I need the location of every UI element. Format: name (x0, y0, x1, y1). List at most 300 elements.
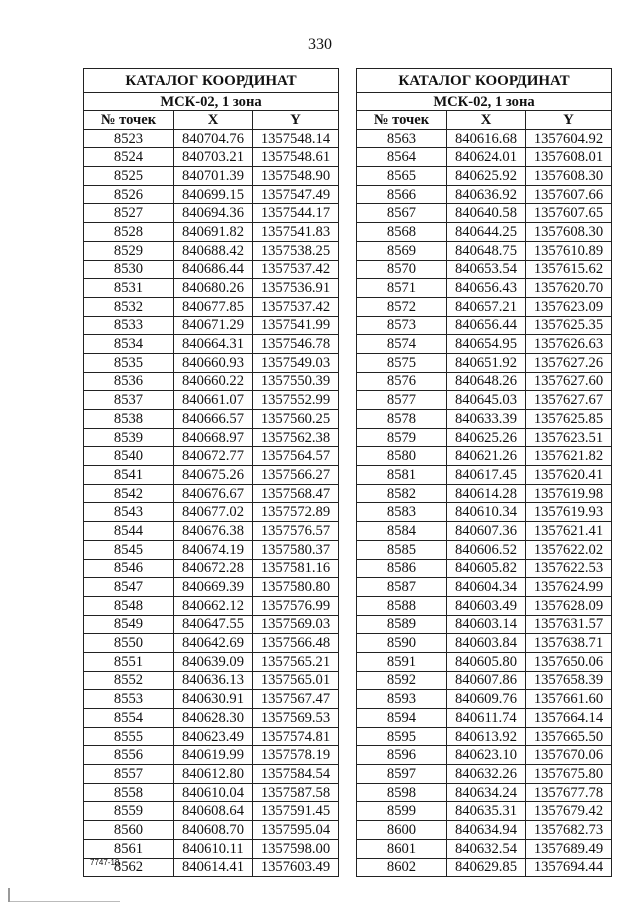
header-point-number: № точек (357, 111, 447, 130)
point-number-cell: 8546 (84, 559, 174, 578)
y-coordinate-cell: 1357638.71 (526, 634, 612, 653)
y-coordinate-cell: 1357549.03 (253, 353, 339, 372)
header-point-number: № точек (84, 111, 174, 130)
x-coordinate-cell: 840603.14 (447, 615, 526, 634)
y-coordinate-cell: 1357627.26 (526, 353, 612, 372)
point-number-cell: 8536 (84, 372, 174, 391)
y-coordinate-cell: 1357626.63 (526, 335, 612, 354)
table-row (84, 372, 339, 391)
table-row (84, 223, 339, 242)
y-coordinate-cell: 1357628.09 (526, 596, 612, 615)
table-row (357, 204, 612, 223)
point-number-cell: 8575 (357, 353, 447, 372)
y-coordinate-cell: 1357538.25 (253, 241, 339, 260)
y-coordinate-cell: 1357569.53 (253, 709, 339, 728)
y-coordinate-cell: 1357546.78 (253, 335, 339, 354)
table-row (84, 447, 339, 466)
catalog-subtitle: МСК-02, 1 зона (357, 93, 612, 111)
x-coordinate-cell: 840611.74 (447, 709, 526, 728)
table-row (357, 484, 612, 503)
x-coordinate-cell: 840694.36 (174, 204, 253, 223)
table-row (357, 765, 612, 784)
x-coordinate-cell: 840676.38 (174, 522, 253, 541)
x-coordinate-cell: 840680.26 (174, 279, 253, 298)
y-coordinate-cell: 1357650.06 (526, 652, 612, 671)
y-coordinate-cell: 1357682.73 (526, 821, 612, 840)
table-row (84, 353, 339, 372)
x-coordinate-cell: 840624.01 (447, 148, 526, 167)
catalog-title: КАТАЛОГ КООРДИНАТ (357, 69, 612, 93)
point-number-cell: 8571 (357, 279, 447, 298)
y-coordinate-cell: 1357587.58 (253, 783, 339, 802)
table-row (357, 783, 612, 802)
x-coordinate-cell: 840605.80 (447, 652, 526, 671)
point-number-cell: 8537 (84, 391, 174, 410)
x-coordinate-cell: 840676.67 (174, 484, 253, 503)
x-coordinate-cell: 840657.21 (447, 297, 526, 316)
x-coordinate-cell: 840662.12 (174, 596, 253, 615)
point-number-cell: 8566 (357, 185, 447, 204)
x-coordinate-cell: 840674.19 (174, 540, 253, 559)
y-coordinate-cell: 1357620.41 (526, 466, 612, 485)
table-row (357, 279, 612, 298)
point-number-cell: 8551 (84, 652, 174, 671)
x-coordinate-cell: 840608.64 (174, 802, 253, 821)
y-coordinate-cell: 1357610.89 (526, 241, 612, 260)
coordinate-catalog-right (356, 68, 612, 877)
table-row (84, 821, 339, 840)
point-number-cell: 8525 (84, 167, 174, 186)
x-coordinate-cell: 840604.34 (447, 578, 526, 597)
y-coordinate-cell: 1357622.02 (526, 540, 612, 559)
table-row (84, 615, 339, 634)
table-row (84, 522, 339, 541)
y-coordinate-cell: 1357541.99 (253, 316, 339, 335)
table-row (357, 559, 612, 578)
point-number-cell: 8590 (357, 634, 447, 653)
x-coordinate-cell: 840660.93 (174, 353, 253, 372)
point-number-cell: 8591 (357, 652, 447, 671)
table-row (84, 783, 339, 802)
x-coordinate-cell: 840642.69 (174, 634, 253, 653)
point-number-cell: 8532 (84, 297, 174, 316)
table-row (357, 391, 612, 410)
x-coordinate-cell: 840688.42 (174, 241, 253, 260)
table-row (357, 634, 612, 653)
table-row (357, 503, 612, 522)
table-row (357, 615, 612, 634)
y-coordinate-cell: 1357694.44 (526, 858, 612, 877)
x-coordinate-cell: 840648.26 (447, 372, 526, 391)
table-row (84, 503, 339, 522)
y-coordinate-cell: 1357631.57 (526, 615, 612, 634)
y-coordinate-cell: 1357620.70 (526, 279, 612, 298)
point-number-cell: 8549 (84, 615, 174, 634)
point-number-cell: 8587 (357, 578, 447, 597)
x-coordinate-cell: 840704.76 (174, 129, 253, 148)
table-row (357, 821, 612, 840)
table-row (357, 316, 612, 335)
x-coordinate-cell: 840619.99 (174, 746, 253, 765)
table-row (84, 484, 339, 503)
x-coordinate-cell: 840664.31 (174, 335, 253, 354)
point-number-cell: 8561 (84, 839, 174, 858)
y-coordinate-cell: 1357568.47 (253, 484, 339, 503)
point-number-cell: 8594 (357, 709, 447, 728)
y-coordinate-cell: 1357581.16 (253, 559, 339, 578)
y-coordinate-cell: 1357537.42 (253, 260, 339, 279)
x-coordinate-cell: 840607.86 (447, 671, 526, 690)
x-coordinate-cell: 840691.82 (174, 223, 253, 242)
point-number-cell: 8542 (84, 484, 174, 503)
table-row (357, 690, 612, 709)
point-number-cell: 8539 (84, 428, 174, 447)
point-number-cell: 8573 (357, 316, 447, 335)
y-coordinate-cell: 1357623.51 (526, 428, 612, 447)
point-number-cell: 8577 (357, 391, 447, 410)
point-number-cell: 8589 (357, 615, 447, 634)
table-row (357, 428, 612, 447)
point-number-cell: 8533 (84, 316, 174, 335)
table-row (84, 466, 339, 485)
y-coordinate-cell: 1357569.03 (253, 615, 339, 634)
y-coordinate-cell: 1357621.41 (526, 522, 612, 541)
y-coordinate-cell: 1357625.85 (526, 410, 612, 429)
x-coordinate-cell: 840610.34 (447, 503, 526, 522)
x-coordinate-cell: 840661.07 (174, 391, 253, 410)
x-coordinate-cell: 840635.31 (447, 802, 526, 821)
table-row (357, 540, 612, 559)
x-coordinate-cell: 840607.36 (447, 522, 526, 541)
point-number-cell: 8593 (357, 690, 447, 709)
y-coordinate-cell: 1357608.30 (526, 223, 612, 242)
scan-edge-mark (8, 888, 10, 902)
table-row (84, 709, 339, 728)
table-row (84, 428, 339, 447)
y-coordinate-cell: 1357576.99 (253, 596, 339, 615)
table-row (357, 241, 612, 260)
point-number-cell: 8601 (357, 839, 447, 858)
x-coordinate-cell: 840610.11 (174, 839, 253, 858)
y-coordinate-cell: 1357679.42 (526, 802, 612, 821)
y-coordinate-cell: 1357661.60 (526, 690, 612, 709)
table-row (84, 297, 339, 316)
y-coordinate-cell: 1357566.48 (253, 634, 339, 653)
x-coordinate-cell: 840603.84 (447, 634, 526, 653)
table-row (84, 671, 339, 690)
table-row (357, 466, 612, 485)
x-coordinate-cell: 840703.21 (174, 148, 253, 167)
y-coordinate-cell: 1357625.35 (526, 316, 612, 335)
header-x: X (447, 111, 526, 130)
point-number-cell: 8526 (84, 185, 174, 204)
y-coordinate-cell: 1357598.00 (253, 839, 339, 858)
table-row (84, 652, 339, 671)
y-coordinate-cell: 1357621.82 (526, 447, 612, 466)
x-coordinate-cell: 840654.95 (447, 335, 526, 354)
x-coordinate-cell: 840629.85 (447, 858, 526, 877)
y-coordinate-cell: 1357619.93 (526, 503, 612, 522)
y-coordinate-cell: 1357536.91 (253, 279, 339, 298)
table-row (357, 802, 612, 821)
x-coordinate-cell: 840653.54 (447, 260, 526, 279)
point-number-cell: 8580 (357, 447, 447, 466)
point-number-cell: 8600 (357, 821, 447, 840)
point-number-cell: 8584 (357, 522, 447, 541)
point-number-cell: 8563 (357, 129, 447, 148)
y-coordinate-cell: 1357675.80 (526, 765, 612, 784)
point-number-cell: 8586 (357, 559, 447, 578)
point-number-cell: 8574 (357, 335, 447, 354)
y-coordinate-cell: 1357665.50 (526, 727, 612, 746)
table-row (357, 578, 612, 597)
x-coordinate-cell: 840699.15 (174, 185, 253, 204)
y-coordinate-cell: 1357622.53 (526, 559, 612, 578)
x-coordinate-cell: 840672.77 (174, 447, 253, 466)
point-number-cell: 8578 (357, 410, 447, 429)
table-row (357, 596, 612, 615)
table-row (84, 540, 339, 559)
point-number-cell: 8592 (357, 671, 447, 690)
y-coordinate-cell: 1357572.89 (253, 503, 339, 522)
y-coordinate-cell: 1357689.49 (526, 839, 612, 858)
x-coordinate-cell: 840613.92 (447, 727, 526, 746)
table-row (357, 858, 612, 877)
x-coordinate-cell: 840671.29 (174, 316, 253, 335)
y-coordinate-cell: 1357564.57 (253, 447, 339, 466)
table-row (84, 802, 339, 821)
y-coordinate-cell: 1357565.21 (253, 652, 339, 671)
point-number-cell: 8599 (357, 802, 447, 821)
point-number-cell: 8527 (84, 204, 174, 223)
y-coordinate-cell: 1357664.14 (526, 709, 612, 728)
point-number-cell: 8556 (84, 746, 174, 765)
x-coordinate-cell: 840623.10 (447, 746, 526, 765)
x-coordinate-cell: 840612.80 (174, 765, 253, 784)
point-number-cell: 8524 (84, 148, 174, 167)
x-coordinate-cell: 840617.45 (447, 466, 526, 485)
table-row (357, 727, 612, 746)
point-number-cell: 8538 (84, 410, 174, 429)
table-row (84, 129, 339, 148)
y-coordinate-cell: 1357608.30 (526, 167, 612, 186)
table-row (357, 148, 612, 167)
table-row (84, 596, 339, 615)
x-coordinate-cell: 840672.28 (174, 559, 253, 578)
x-coordinate-cell: 840608.70 (174, 821, 253, 840)
table-row (84, 839, 339, 858)
point-number-cell: 8534 (84, 335, 174, 354)
y-coordinate-cell: 1357658.39 (526, 671, 612, 690)
x-coordinate-cell: 840648.75 (447, 241, 526, 260)
y-coordinate-cell: 1357574.81 (253, 727, 339, 746)
table-row (84, 746, 339, 765)
point-number-cell: 8558 (84, 783, 174, 802)
point-number-cell: 8565 (357, 167, 447, 186)
y-coordinate-cell: 1357548.90 (253, 167, 339, 186)
table-row (357, 335, 612, 354)
point-number-cell: 8564 (357, 148, 447, 167)
point-number-cell: 8545 (84, 540, 174, 559)
point-number-cell: 8597 (357, 765, 447, 784)
y-coordinate-cell: 1357576.57 (253, 522, 339, 541)
table-row (357, 652, 612, 671)
point-number-cell: 8530 (84, 260, 174, 279)
table-row (84, 634, 339, 653)
x-coordinate-cell: 840634.94 (447, 821, 526, 840)
point-number-cell: 8557 (84, 765, 174, 784)
point-number-cell: 8572 (357, 297, 447, 316)
table-row (357, 167, 612, 186)
y-coordinate-cell: 1357595.04 (253, 821, 339, 840)
y-coordinate-cell: 1357615.62 (526, 260, 612, 279)
table-row (84, 858, 339, 877)
y-coordinate-cell: 1357552.99 (253, 391, 339, 410)
table-row (357, 129, 612, 148)
point-number-cell: 8554 (84, 709, 174, 728)
y-coordinate-cell: 1357560.25 (253, 410, 339, 429)
y-coordinate-cell: 1357544.17 (253, 204, 339, 223)
point-number-cell: 8547 (84, 578, 174, 597)
point-number-cell: 8548 (84, 596, 174, 615)
y-coordinate-cell: 1357608.01 (526, 148, 612, 167)
point-number-cell: 8588 (357, 596, 447, 615)
table-row (84, 204, 339, 223)
table-row (84, 690, 339, 709)
table-row (357, 709, 612, 728)
point-number-cell: 8528 (84, 223, 174, 242)
x-coordinate-cell: 840610.04 (174, 783, 253, 802)
page-number: 330 (308, 36, 332, 53)
x-coordinate-cell: 840623.49 (174, 727, 253, 746)
table-row (357, 746, 612, 765)
y-coordinate-cell: 1357562.38 (253, 428, 339, 447)
x-coordinate-cell: 840656.44 (447, 316, 526, 335)
y-coordinate-cell: 1357580.37 (253, 540, 339, 559)
x-coordinate-cell: 840644.25 (447, 223, 526, 242)
y-coordinate-cell: 1357623.09 (526, 297, 612, 316)
table-row (84, 410, 339, 429)
y-coordinate-cell: 1357603.49 (253, 858, 339, 877)
point-number-cell: 8579 (357, 428, 447, 447)
table-row (84, 765, 339, 784)
x-coordinate-cell: 840616.68 (447, 129, 526, 148)
table-row (84, 260, 339, 279)
table-row (84, 185, 339, 204)
y-coordinate-cell: 1357627.60 (526, 372, 612, 391)
point-number-cell: 8581 (357, 466, 447, 485)
point-number-cell: 8529 (84, 241, 174, 260)
table-row (84, 316, 339, 335)
table-row (84, 391, 339, 410)
point-number-cell: 8569 (357, 241, 447, 260)
x-coordinate-cell: 840633.39 (447, 410, 526, 429)
x-coordinate-cell: 840636.13 (174, 671, 253, 690)
y-coordinate-cell: 1357567.47 (253, 690, 339, 709)
table-row (84, 148, 339, 167)
table-row (84, 335, 339, 354)
point-number-cell: 8555 (84, 727, 174, 746)
table-row (357, 260, 612, 279)
header-x: X (174, 111, 253, 130)
catalog-subtitle: МСК-02, 1 зона (84, 93, 339, 111)
x-coordinate-cell: 840628.30 (174, 709, 253, 728)
table-row (84, 578, 339, 597)
point-number-cell: 8541 (84, 466, 174, 485)
x-coordinate-cell: 840701.39 (174, 167, 253, 186)
table-row (357, 671, 612, 690)
table-row (84, 559, 339, 578)
table-row (357, 185, 612, 204)
point-number-cell: 8568 (357, 223, 447, 242)
x-coordinate-cell: 840605.82 (447, 559, 526, 578)
table-row (84, 167, 339, 186)
x-coordinate-cell: 840614.28 (447, 484, 526, 503)
y-coordinate-cell: 1357619.98 (526, 484, 612, 503)
point-number-cell: 8595 (357, 727, 447, 746)
y-coordinate-cell: 1357591.45 (253, 802, 339, 821)
y-coordinate-cell: 1357624.99 (526, 578, 612, 597)
x-coordinate-cell: 840647.55 (174, 615, 253, 634)
point-number-cell: 8550 (84, 634, 174, 653)
y-coordinate-cell: 1357627.67 (526, 391, 612, 410)
x-coordinate-cell: 840639.09 (174, 652, 253, 671)
y-coordinate-cell: 1357604.92 (526, 129, 612, 148)
point-number-cell: 8560 (84, 821, 174, 840)
x-coordinate-cell: 840675.26 (174, 466, 253, 485)
coordinate-catalog-left (83, 68, 339, 877)
x-coordinate-cell: 840669.39 (174, 578, 253, 597)
header-y: Y (253, 111, 339, 130)
x-coordinate-cell: 840614.41 (174, 858, 253, 877)
x-coordinate-cell: 840636.92 (447, 185, 526, 204)
point-number-cell: 8598 (357, 783, 447, 802)
y-coordinate-cell: 1357550.39 (253, 372, 339, 391)
table-row (357, 447, 612, 466)
y-coordinate-cell: 1357677.78 (526, 783, 612, 802)
table-row (357, 297, 612, 316)
y-coordinate-cell: 1357580.80 (253, 578, 339, 597)
y-coordinate-cell: 1357541.83 (253, 223, 339, 242)
y-coordinate-cell: 1357548.14 (253, 129, 339, 148)
point-number-cell: 8531 (84, 279, 174, 298)
y-coordinate-cell: 1357607.65 (526, 204, 612, 223)
table-row (84, 279, 339, 298)
point-number-cell: 8602 (357, 858, 447, 877)
table-row (357, 372, 612, 391)
x-coordinate-cell: 840625.26 (447, 428, 526, 447)
point-number-cell: 8523 (84, 129, 174, 148)
point-number-cell: 8552 (84, 671, 174, 690)
point-number-cell: 8567 (357, 204, 447, 223)
x-coordinate-cell: 840632.26 (447, 765, 526, 784)
x-coordinate-cell: 840634.24 (447, 783, 526, 802)
y-coordinate-cell: 1357584.54 (253, 765, 339, 784)
x-coordinate-cell: 840666.57 (174, 410, 253, 429)
point-number-cell: 8576 (357, 372, 447, 391)
x-coordinate-cell: 840606.52 (447, 540, 526, 559)
document-code: 7747-18 (90, 858, 120, 867)
x-coordinate-cell: 840625.92 (447, 167, 526, 186)
y-coordinate-cell: 1357565.01 (253, 671, 339, 690)
table-row (84, 241, 339, 260)
table-row (357, 353, 612, 372)
point-number-cell: 8562 (84, 858, 174, 877)
y-coordinate-cell: 1357547.49 (253, 185, 339, 204)
point-number-cell: 8582 (357, 484, 447, 503)
table-row (357, 223, 612, 242)
x-coordinate-cell: 840677.02 (174, 503, 253, 522)
